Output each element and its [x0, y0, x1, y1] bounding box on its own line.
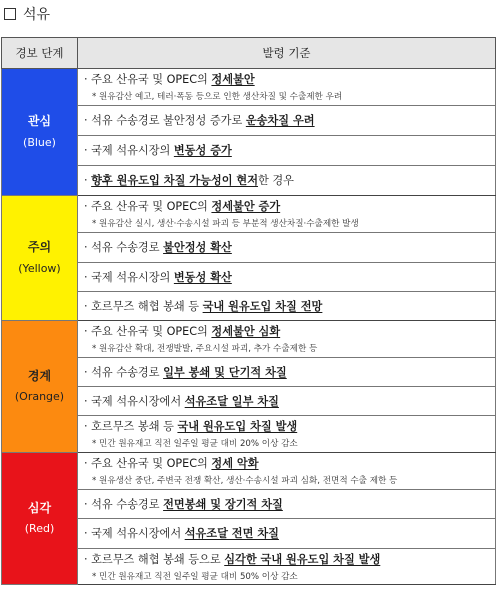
- criteria-text: [84, 394, 489, 409]
- criteria-text: [84, 365, 489, 380]
- table-row: [2, 321, 496, 358]
- criteria-cell: [78, 233, 496, 263]
- criteria-emphasis: 정세불안 증가: [211, 200, 281, 213]
- criteria-text-part: · 국제 석유시장의: [84, 144, 174, 157]
- header-criteria: 발령 기준: [78, 38, 496, 69]
- criteria-text: [84, 113, 489, 128]
- criteria-emphasis: 운송차질 우려: [245, 114, 315, 127]
- criteria-text: [84, 552, 489, 567]
- section-title: [4, 2, 50, 26]
- criteria-text: [84, 72, 489, 87]
- criteria-text-part: · 석유 수송경로: [84, 241, 164, 254]
- criteria-text-part: · 주요 산유국 및 OPEC의: [84, 73, 212, 86]
- criteria-emphasis: 변동성 증가: [173, 144, 232, 157]
- alert-level-cell: [2, 196, 78, 321]
- criteria-emphasis: 석유조달 전면 차질: [184, 527, 279, 540]
- criteria-text-part: · 주요 산유국 및 OPEC의: [84, 325, 212, 338]
- criteria-cell: [78, 136, 496, 166]
- criteria-emphasis: 정세 악화: [211, 457, 259, 470]
- criteria-text: [84, 526, 489, 541]
- criteria-emphasis: 변동성 확산: [173, 270, 232, 284]
- alert-level-color: (Red): [24, 522, 55, 536]
- criteria-note: * 원유감산 실시, 생산·수송시설 파괴 등 부분적 생산차질·수출제한 발생: [92, 219, 359, 229]
- criteria-cell: [78, 166, 496, 196]
- criteria-note: * 원유감산 확대, 전쟁발발, 주요시설 파괴, 추가 수출제한 등: [92, 344, 318, 354]
- criteria-cell: [78, 519, 496, 549]
- criteria-text-part: 한 경우: [258, 174, 294, 187]
- criteria-emphasis: 국내 원유도입 차질 발생: [177, 420, 298, 433]
- criteria-emphasis: 석유조달 일부 차질: [184, 394, 279, 408]
- criteria-emphasis: 불안정성 확산: [163, 241, 232, 254]
- alert-level-color: (Orange): [14, 390, 65, 404]
- criteria-note: * 민간 원유재고 직전 일주일 평균 대비 20% 이상 감소: [92, 439, 298, 449]
- alert-level-color: (Blue): [23, 135, 56, 149]
- criteria-emphasis: 전면봉쇄 및 장기적 차질: [163, 497, 283, 511]
- criteria-cell: [78, 490, 496, 519]
- criteria-text: [84, 299, 489, 314]
- criteria-cell: [78, 263, 496, 292]
- criteria-text: [84, 240, 489, 255]
- table-body: [2, 69, 496, 585]
- criteria-text-part: · 국제 석유시장에서: [84, 394, 185, 408]
- criteria-text: [84, 270, 489, 285]
- alert-level-cell: [2, 321, 78, 453]
- alert-level-name: 관심: [27, 114, 52, 129]
- criteria-emphasis: 심각한 국내 원유도입 차질 발생: [224, 552, 381, 566]
- criteria-text-part: · 호르무즈 해협 봉쇄 등: [84, 299, 203, 313]
- header-level: 경보 단계: [2, 38, 78, 69]
- criteria-cell: [78, 321, 496, 358]
- criteria-cell: [78, 387, 496, 416]
- table-row: [2, 453, 496, 490]
- table-header-row: [2, 38, 496, 69]
- table-row: [2, 196, 496, 233]
- criteria-cell: [78, 292, 496, 321]
- criteria-text: [84, 497, 489, 512]
- criteria-cell: [78, 416, 496, 453]
- alert-level-color: (Yellow): [18, 261, 61, 275]
- criteria-note: * 원유감산 예고, 테러·폭동 등으로 인한 생산차질 및 수출제한 우려: [92, 92, 343, 102]
- criteria-text-part: ·: [84, 174, 92, 187]
- criteria-cell: [78, 549, 496, 585]
- criteria-emphasis: 정세불안: [211, 73, 255, 86]
- criteria-cell: [78, 106, 496, 136]
- alert-criteria-table: [1, 37, 496, 585]
- alert-level-cell: [2, 69, 78, 196]
- criteria-text-part: · 국제 석유시장의: [84, 270, 174, 284]
- criteria-cell: [78, 358, 496, 387]
- criteria-note: * 민간 원유재고 직전 일주일 평균 대비 50% 이상 감소: [92, 571, 298, 582]
- checkbox-square-icon: [4, 8, 16, 20]
- criteria-emphasis: 향후 원유도입 차질 가능성이 현저: [91, 174, 259, 187]
- criteria-cell: [78, 453, 496, 490]
- criteria-note: * 원유생산 중단, 주변국 전쟁 확산, 생산·수송시설 파괴 심화, 전면적 수출 제한 등: [92, 476, 398, 486]
- criteria-text-part: · 국제 석유시장에서: [84, 527, 185, 540]
- criteria-text: [84, 324, 489, 339]
- criteria-text-part: · 석유 수송경로: [84, 497, 164, 511]
- criteria-text-part: · 주요 산유국 및 OPEC의: [84, 457, 212, 470]
- criteria-emphasis: 일부 봉쇄 및 단기적 차질: [163, 365, 287, 379]
- criteria-emphasis: 국내 원유도입 차질 전망: [202, 299, 323, 313]
- alert-level-name: 심각: [27, 500, 52, 515]
- criteria-text-part: · 석유 수송경로 불안정성 증가로: [84, 114, 246, 127]
- criteria-text-part: · 호르무즈 해협 봉쇄 등으로: [84, 552, 225, 566]
- criteria-text-part: · 호르무즈 봉쇄 등: [84, 420, 178, 433]
- section-title-text: 석유: [23, 7, 51, 23]
- criteria-text: [84, 143, 489, 158]
- criteria-emphasis: 정세불안 심화: [211, 325, 281, 338]
- alert-level-name: 주의: [27, 240, 52, 255]
- criteria-text-part: · 주요 산유국 및 OPEC의: [84, 200, 212, 213]
- criteria-cell: [78, 196, 496, 233]
- criteria-text: [84, 456, 489, 471]
- alert-level-cell: [2, 453, 78, 585]
- alert-level-name: 경계: [27, 368, 52, 383]
- criteria-text-part: · 석유 수송경로: [84, 365, 164, 379]
- table-row: [2, 69, 496, 106]
- criteria-text: [84, 419, 489, 434]
- criteria-text: [84, 199, 489, 214]
- criteria-cell: [78, 69, 496, 106]
- criteria-text: [84, 173, 489, 188]
